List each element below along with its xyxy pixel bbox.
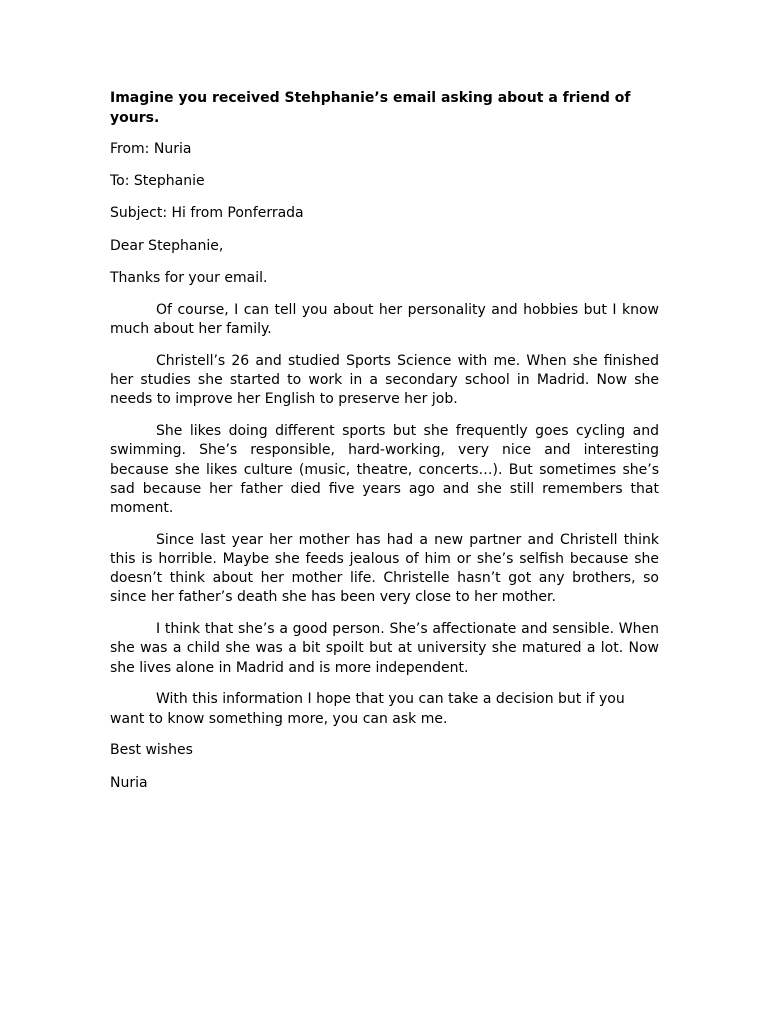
document-page xyxy=(110,89,659,806)
email-from: From: Nuria xyxy=(110,141,192,157)
document-title: Imagine you received Stehphanie’s email asking about a friend of yours. xyxy=(110,90,631,126)
body-paragraph: She likes doing different sports but she frequently goes cycling and swimming. She’s responsible, hard-working, very nice and interesting because she likes culture (music, theatre, concerts…). But sometimes she’s sad because her father died five years ago and she still remembers that moment. xyxy=(110,423,659,517)
body-paragraph: With this information I hope that you can take a decision but if you want to know something more, you can ask me. xyxy=(110,691,625,727)
opening-line: Thanks for your email. xyxy=(110,269,268,286)
greeting: Dear Stephanie, xyxy=(110,237,224,254)
signature: Nuria xyxy=(110,774,148,791)
body-paragraph: Since last year her mother has had a new partner and Christell think this is horrible. Maybe she feeds jealous of him or she’s selfish because she doesn’t think about her mother life. Christelle hasn’t got any brothers, so since her father’s death she has been very close to her mother. xyxy=(110,531,659,606)
body-paragraph: I think that she’s a good person. She’s affectionate and sensible. When she was a child she was a bit spoilt but at university she matured a lot. Now she lives alone in Madrid and is more independent. xyxy=(110,621,659,676)
body-paragraph: Of course, I can tell you about her personality and hobbies but I know much about her family. xyxy=(110,302,659,338)
email-to: To: Stephanie xyxy=(110,173,205,190)
body-paragraph: Christell’s 26 and studied Sports Science with me. When she finished her studies she started to work in a secondary school in Madrid. Now she needs to improve her English to preserve her job. xyxy=(110,353,659,408)
closing-line: Best wishes xyxy=(110,742,193,759)
email-subject: Subject: Hi from Ponferrada xyxy=(110,205,304,222)
